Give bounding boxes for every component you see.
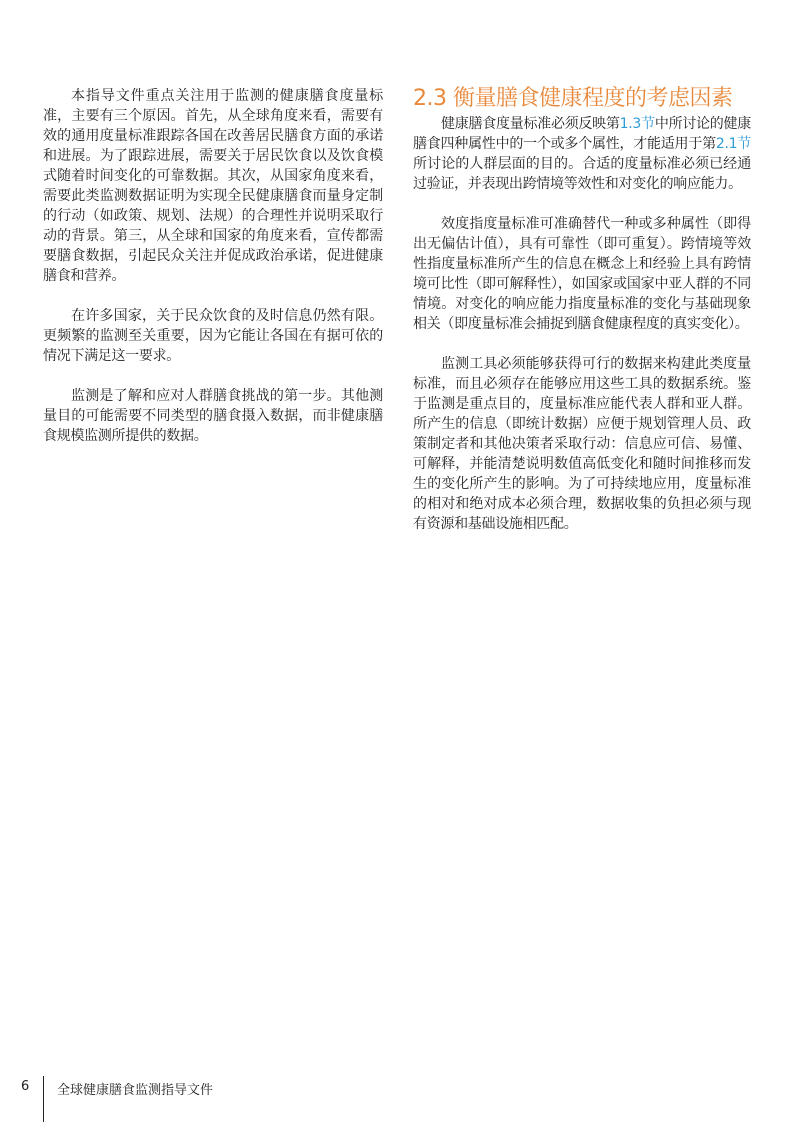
left-paragraph-2: 在许多国家，关于民众饮食的及时信息仍然有限。更频繁的监测至关重要，因为它能让各国在有据可依的情况下满足这一要求。 <box>43 308 383 364</box>
right-paragraph-3: 监测工具必须能够获得可行的数据来构建此类度量标准，而且必须存在能够应用这些工具的数据系统。鉴于监测是重点目的，度量标准应能代表人群和亚人群。所产生的信息（即统计数据）应便于规划管理人员、政策制定者和其他决策者采取行动：信息应可信、易懂、可解释，并能清楚说明数值高低变化和随时间推移而发生的变化所产生的影响。为了可持续地应用，度量标准的相对和绝对成本必须合理，数据收集的负担必须与现有资源和基础设施相匹配。 <box>413 356 751 532</box>
paragraph-text: 中所讨论的健康膳食四种属性中的一个或多个属性，才能适用于第 <box>413 116 751 152</box>
page-number: 6 <box>21 1079 30 1094</box>
right-column <box>413 86 751 554</box>
document-title: 全球健康膳食监测指导文件 <box>57 1083 214 1098</box>
left-paragraph-3: 监测是了解和应对人群膳食挑战的第一步。其他测量目的可能需要不同类型的膳食摄入数据，而非健康膳食规模监测所提供的数据。 <box>43 388 383 444</box>
footer-divider <box>43 1076 44 1122</box>
section-heading: 2.3 衡量膳食健康程度的考虑因素 <box>413 86 733 111</box>
paragraph-text: 所讨论的人群层面的目的。合适的度量标准必须已经通过验证，并表现出跨情境等效性和对变化的响应能力。 <box>413 156 751 192</box>
right-paragraph-1 <box>413 114 751 194</box>
right-paragraph-2: 效度指度量标准可准确替代一种或多种属性（即得出无偏估计值），具有可靠性（即可重复）。跨情境等效性指度量标准所产生的信息在概念上和经验上具有跨情境可比性（即可解释性），如国家或国家中亚人群的不同情境。对变化的响应能力指度量标准的变化与基础现象相关（即度量标准会捕捉到膳食健康程度的真实变化）。 <box>413 216 751 332</box>
left-paragraph-1: 本指导文件重点关注用于监测的健康膳食度量标准，主要有三个原因。首先，从全球角度来看，需要有效的通用度量标准跟踪各国在改善居民膳食方面的承诺和进展。为了跟踪进展，需要关于居民饮食以及饮食模式随着时间变化的可靠数据。其次，从国家角度来看，需要此类监测数据证明为实现全民健康膳食而量身定制的行动（如政策、规划、法规）的合理性并说明采取行动的背景。第三，从全球和国家的角度来看，宣传都需要膳食数据，引起民众关注并促成政治承诺，促进健康膳食和营养。 <box>43 88 383 284</box>
page-footer <box>0 1072 793 1122</box>
section-1-3-link[interactable]: 1.3节 <box>619 116 655 132</box>
left-column <box>43 86 383 466</box>
section-2-1-link[interactable]: 2.1节 <box>715 136 751 152</box>
paragraph-text: 健康膳食度量标准必须反映第 <box>441 116 620 132</box>
